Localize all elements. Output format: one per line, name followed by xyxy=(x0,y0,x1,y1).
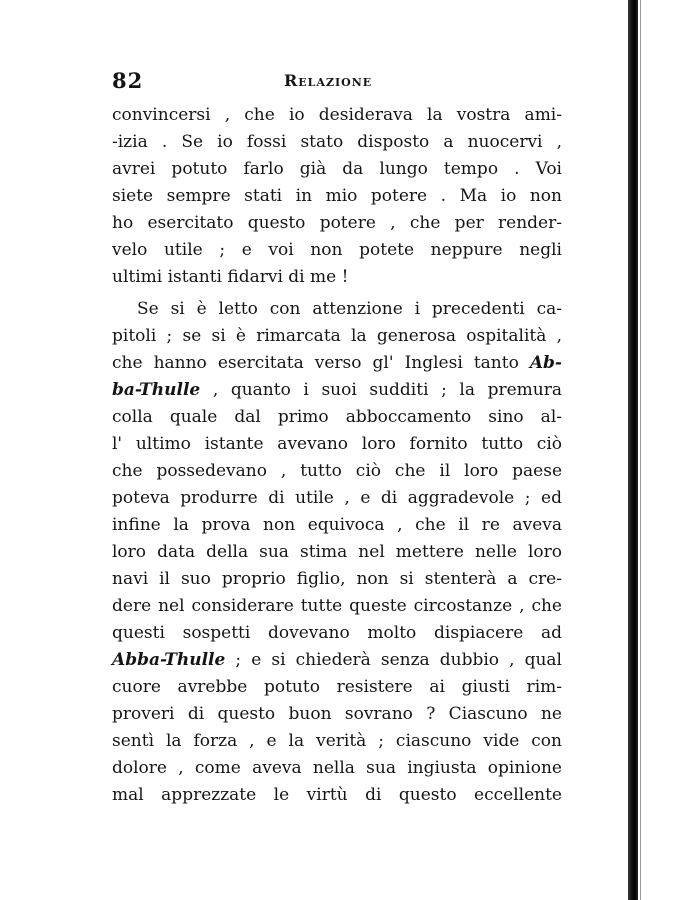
text-line: ultimi istanti fidarvi di me ! xyxy=(112,267,349,287)
text-line: colla quale dal primo abboccamento sino al- xyxy=(112,407,562,427)
text-line: dere nel considerare tutte queste circostanze , che xyxy=(112,596,562,616)
text-line: pitoli ; se si è rimarcata la generosa ospitalità , xyxy=(112,326,562,346)
text-line: proveri di questo buon sovrano ? Ciascuno ne xyxy=(112,704,562,724)
page-edge-line xyxy=(640,0,641,900)
text-line: velo utile ; e voi non potete neppure negli xyxy=(112,240,562,260)
text-line: che hanno esercitata verso gl' Inglesi tanto Ab- xyxy=(112,353,562,373)
text-line: ho esercitato questo potere , che per render- xyxy=(112,213,562,233)
page-number: 82 xyxy=(112,68,144,93)
text-line: l' ultimo istante avevano loro fornito tutto ciò xyxy=(112,434,562,454)
text-line: questi sospetti dovevano molto dispiacere ad xyxy=(112,623,562,643)
page-header xyxy=(112,68,612,98)
italic-name: Abba-Thulle xyxy=(112,650,226,670)
body-text xyxy=(112,102,562,809)
italic-name: ba-Thulle xyxy=(112,380,201,400)
text-line: che possedevano , tutto ciò che il loro paese xyxy=(112,461,562,481)
text-line: convincersi , che io desiderava la vostra ami- xyxy=(112,105,562,125)
book-binding-edge xyxy=(628,0,638,900)
text-line: infine la prova non equivoca , che il re aveva xyxy=(112,515,562,535)
running-title: Relazione xyxy=(284,71,373,90)
text-line: navi il suo proprio figlio, non si stenterà a cre- xyxy=(112,569,562,589)
text-line: Se si è letto con attenzione i precedenti ca- xyxy=(137,299,562,319)
text-line: avrei potuto farlo già da lungo tempo . Voi xyxy=(112,159,562,179)
text-line: dolore , come aveva nella sua ingiusta opinione xyxy=(112,758,562,778)
text-line: mal apprezzate le virtù di questo eccellente xyxy=(112,785,562,805)
text-line: ba-Thulle , quanto i suoi sudditi ; la premura xyxy=(112,380,562,400)
text-line: loro data della sua stima nel mettere nelle loro xyxy=(112,542,562,562)
text-line: sentì la forza , e la verità ; ciascuno vide con xyxy=(112,731,562,751)
text-line: Abba-Thulle ; e si chiederà senza dubbio , qual xyxy=(112,650,562,670)
text-line: -izia . Se io fossi stato disposto a nuocervi , xyxy=(112,132,562,152)
italic-name: Ab- xyxy=(529,353,562,373)
text-line: cuore avrebbe potuto resistere ai giusti rim- xyxy=(112,677,562,697)
text-line: siete sempre stati in mio potere . Ma io non xyxy=(112,186,562,206)
text-line: poteva produrre di utile , e di aggradevole ; ed xyxy=(112,488,562,508)
